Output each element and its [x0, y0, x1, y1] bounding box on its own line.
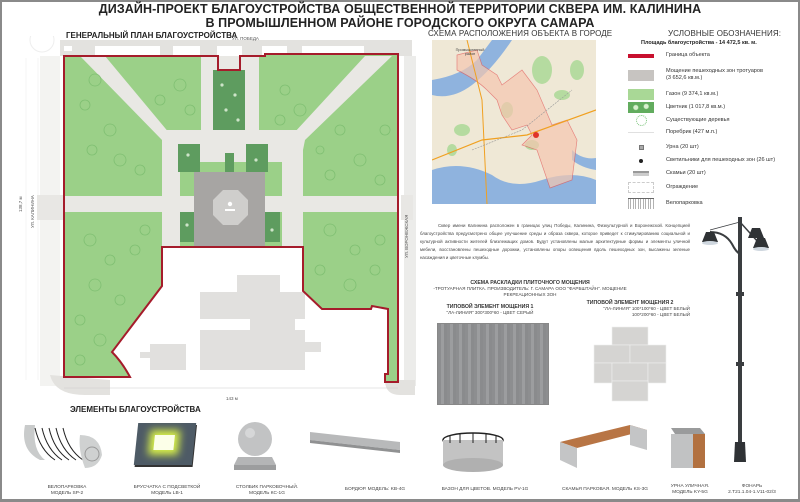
bike-rack-image [20, 420, 105, 470]
dimension-width: 143 м [226, 396, 238, 401]
curb-image [305, 430, 400, 455]
lawn-swatch-icon [628, 89, 654, 100]
paving-subheading: -ТРОТУАРНАЯ ПЛИТКА. ПРОИЗВОДИТЕЛЬ: Г. САМАРА ООО "ФАРБШТАЙН". МОЩЕНИЕ РЕКРЕАЦИОННЫХ ЗОН [433, 286, 627, 297]
urn-image [665, 422, 710, 472]
element-label-urn: УРНА УЛИЧНАЯ. МОДЕЛЬ KY-5G [670, 484, 710, 495]
legend-item-benches: Скамьи (20 шт) [628, 168, 798, 179]
legend-item-paving: Мощение пешеходных зон тротуаров (3 652,6 кв.м.) [628, 68, 798, 82]
dimension-height: 138,7 м [18, 196, 23, 212]
element-label-street-lamp: ФОНАРЬ 2.T21.1.04-1.V11-02/3 [728, 484, 776, 495]
legend-item-lawn: Газон (9 374,1 кв.м.) [628, 89, 798, 100]
street-label-top: УЛ. ПОБЕДА [232, 36, 259, 41]
legend-item-lamps: Светильники для пешеходных зон (26 шт) [628, 155, 798, 166]
element-label-lit-paver: БРУСЧАТКА С ПОДСВЕТКОЙ МОДЕЛЬ LB-1 [133, 485, 201, 496]
bollard-image [230, 417, 280, 472]
poster-title [0, 2, 800, 30]
elements-heading: ЭЛЕМЕНТЫ БЛАГОУСТРОЙСТВА [70, 405, 201, 414]
element-label-bench: СКАМЬЯ ПАРКОВАЯ. МОДЕЛЬ KS-3G [562, 487, 648, 492]
map-heading: СХЕМА РАСПОЛОЖЕНИЯ ОБЪЕКТА В ГОРОДЕ [428, 29, 613, 38]
legend-area: Площадь благоустройства - 14 472,5 кв. м. [641, 40, 757, 46]
legend-item-flowerbed: Цветник (1 017,8 кв.м.) [628, 102, 798, 113]
legend-item-border: Граница объекта [628, 52, 798, 59]
flower-pot-image [438, 425, 508, 473]
paving-type2-title: ТИПОВОЙ ЭЛЕМЕНТ МОЩЕНИЯ 2 [586, 300, 674, 306]
element-label-flower-pot: ВАЗОН ДЛЯ ЦВЕТОВ. МОДЕЛЬ PV-1G [441, 487, 529, 492]
street-label-left: УЛ. КАЛИНИНА [30, 195, 35, 228]
map-district-label: Промышленный район [455, 48, 485, 56]
legend-item-urn: Урна (20 шт) [628, 142, 798, 153]
street-label-right: УЛ. ВОРОНЕЖСКАЯ [404, 214, 409, 258]
city-map [432, 40, 596, 204]
bike-rack-icon [628, 198, 654, 209]
lamp-dot-icon [628, 155, 654, 166]
bench-image [555, 420, 650, 470]
flowerbed-swatch-icon [628, 102, 654, 113]
element-label-bike-rack: ВЕЛОПАРКОВКА МОДЕЛЬ SP-2 [47, 485, 87, 496]
paving-type2-spec2: 100*200*60 - ЦВЕТ БЕЛЫЙ [631, 312, 690, 317]
paving-heading: СХЕМА РАСКЛАДКИ ПЛИТОЧНОГО МОЩЕНИЯ [470, 280, 590, 286]
paving-type1-spec: "ЛА-ЛИНИЯ" 300*300*60 - ЦВЕТ СЕРЫЙ [446, 310, 534, 315]
lit-paver-image [134, 423, 196, 465]
legend-item-trees: Существующие деревья [628, 115, 798, 126]
title-line-2: В ПРОМЫШЛЕННОМ РАЙОНЕ ГОРОДСКОГО ОКРУГА САМАРА [205, 16, 595, 30]
curb-icon [628, 132, 654, 133]
legend-item-bike: Велопарковка [628, 198, 798, 209]
title-line-1: ДИЗАЙН-ПРОЕКТ БЛАГОУСТРОЙСТВА ОБЩЕСТВЕННОЙ ТЕРРИТОРИИ СКВЕРА ИМ. КАЛИНИНА [98, 2, 702, 16]
border-line-icon [628, 54, 654, 58]
master-plan [20, 36, 420, 408]
legend-item-curb: Поребрик (427 м.п.) [628, 129, 798, 136]
tree-icon [628, 115, 654, 126]
paving-type1-title: ТИПОВОЙ ЭЛЕМЕНТ МОЩЕНИЯ 1 [446, 304, 534, 310]
bench-icon [628, 168, 654, 179]
paving-type1-sample [437, 323, 549, 405]
paving-type2-spec1: "ЛА-ЛИНИЯ" 100*100*60 - ЦВЕТ БЕЛЫЙ [603, 306, 690, 311]
element-label-curb: БОРДЮР. МОДЕЛЬ: KB-4G [344, 487, 406, 492]
plan-heading: ГЕНЕРАЛЬНЫЙ ПЛАН БЛАГОУСТРОЙСТВА [66, 31, 238, 40]
street-lamp-image [700, 212, 770, 470]
project-description: Сквер имени Калинина расположен в границах улиц Победы, Калинина, Физкультурной и Воронежской. Концепцией благоустройства предусмотрено общее улучшение среды и образа сквера, которое приведет к стимулированию социальной и культурной активности жителей близлежащих домов. Будут установлены малые архитектурные формы и элементы уличной мебели, восстановлены пешеходные дорожки, установлены опоры освещения вдоль пешеходных зон, высажены зеленые насаждения и цветочные клумбы. [420, 223, 690, 260]
paving-swatch-icon [628, 70, 654, 81]
legend-item-fence: Ограждение [628, 182, 798, 193]
urn-icon [628, 142, 654, 153]
element-label-bollard: СТОЛБИК ПАРКОВОЧНЫЙ. МОДЕЛЬ КС-1G [235, 485, 299, 496]
legend-heading: УСЛОВНЫЕ ОБОЗНАЧЕНИЯ: [668, 29, 782, 38]
fence-icon [628, 182, 654, 193]
paving-type2-sample [590, 325, 670, 405]
